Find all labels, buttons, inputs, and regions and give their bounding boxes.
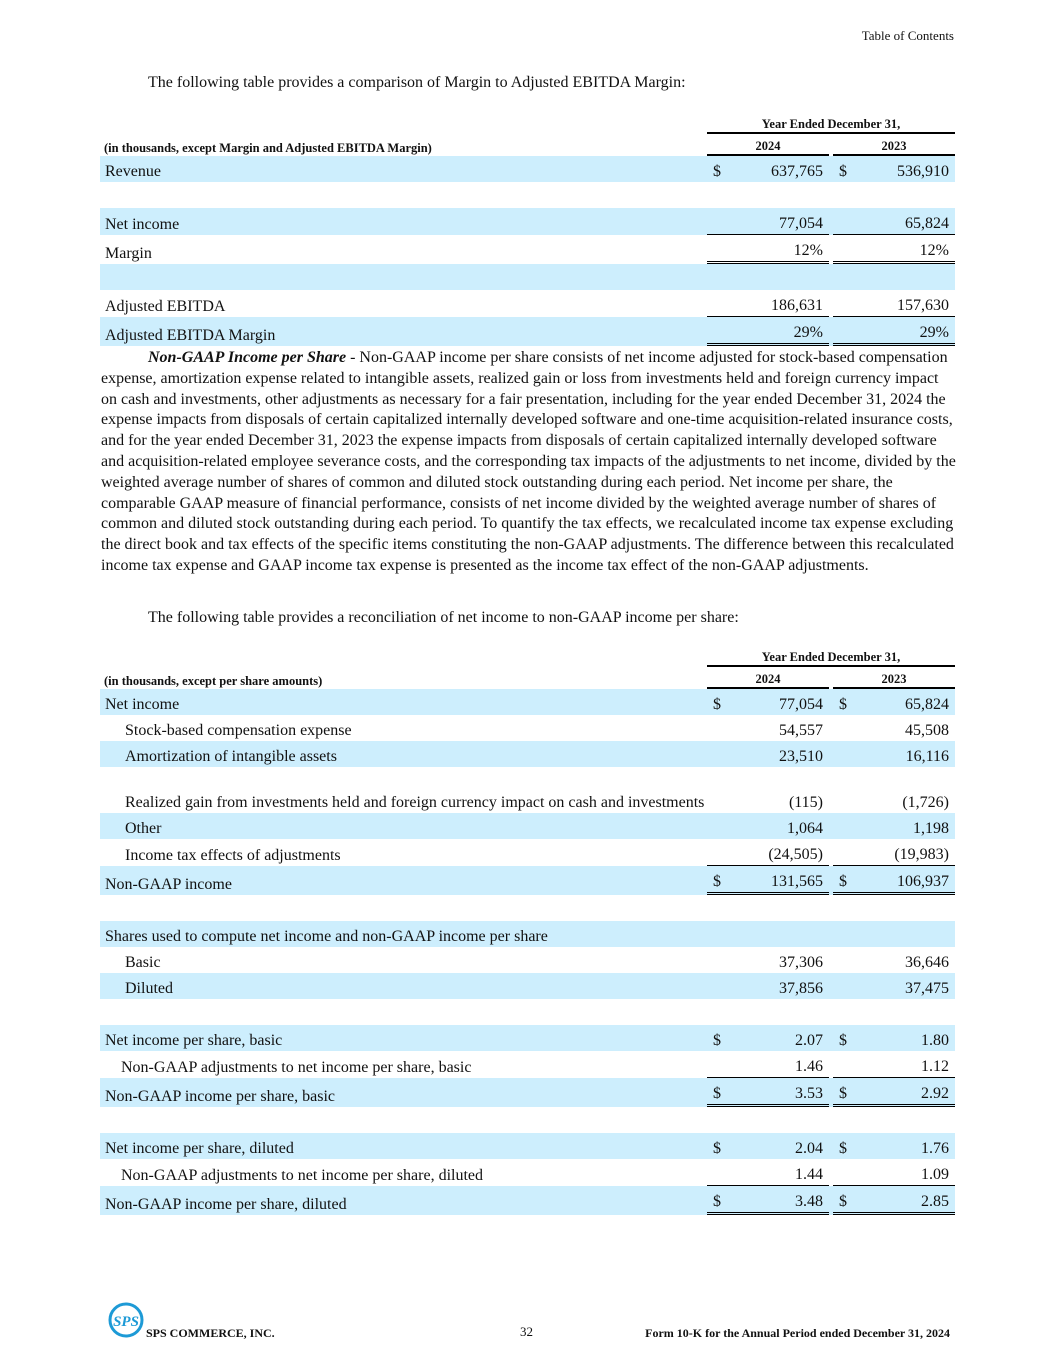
value-2024: 3.48 <box>735 1186 829 1215</box>
table-row <box>100 182 955 208</box>
value-2023: 2.92 <box>861 1078 955 1107</box>
value-2024: 77,054 <box>735 208 829 235</box>
row-label: Revenue <box>100 156 707 182</box>
value-2023: 536,910 <box>861 156 955 182</box>
currency-2023: $ <box>833 1186 861 1215</box>
value-2024 <box>735 999 829 1025</box>
currency-2023 <box>833 813 861 839</box>
value-2024: 54,557 <box>779 722 823 739</box>
form-title: Form 10-K for the Annual Period ended December 31, 2024 <box>645 1326 950 1340</box>
table-row <box>100 1133 955 1159</box>
currency-2023 <box>833 182 861 208</box>
value-2024 <box>735 895 829 921</box>
row-label: Shares used to compute net income and non-GAAP income per share <box>100 921 707 947</box>
value-2023: 1.80 <box>861 1025 955 1051</box>
table-row <box>100 1051 955 1078</box>
value-2024 <box>735 182 829 208</box>
currency-2024 <box>707 839 735 866</box>
paragraph-body: - Non-GAAP income per share consists of net income adjusted for stock-based compensation expense, amortization expense related to intangible assets, realized gain or loss from investments held and foreign currency impact on cash and investments, other adjustments as necessary for a fair presentation, including for the year ended December 31, 2024 the expense impacts from disposals of certain capitalized internally developed software and one-time acquisition-related insurance costs, and for the year ended December 31, 2023 the expense impacts from disposals of certain capitalized internally developed software and acquisition-related employee severance costs, and the corresponding tax impacts of the adjustments to net income, divided by the weighted average number of shares of common and diluted stock outstanding during each period. Net income per share, the comparable GAAP measure of financial performance, consists of net income divided by the weighted average number of shares of common and diluted stock outstanding during each period. To quantify the tax effects, we recalculated income tax expense excluding the direct book and tax effects of the specific items constituting the non-GAAP adjustments. The difference between this recalculated income tax expense and GAAP income tax expense is presented as the income tax effect of the non-GAAP adjustments. <box>101 349 956 574</box>
value-2024: (115) <box>788 794 823 811</box>
row-label: Other <box>100 813 707 839</box>
value-2024: 77,054 <box>735 689 829 715</box>
currency-2024: $ <box>707 1186 735 1215</box>
currency-2024 <box>707 895 735 921</box>
value-2023: 12% <box>861 235 955 264</box>
currency-2024: $ <box>707 1133 735 1159</box>
row-label: Realized gain from investments held and foreign currency impact on cash and investments <box>125 794 705 811</box>
currency-2024 <box>707 715 735 741</box>
currency-2024 <box>707 1107 735 1133</box>
table-row <box>100 1159 955 1186</box>
currency-2023: $ <box>833 1133 861 1159</box>
row-label: Income tax effects of adjustments <box>125 847 341 864</box>
value-2023: 106,937 <box>861 866 955 895</box>
value-2023 <box>861 1107 955 1133</box>
value-2023 <box>861 999 955 1025</box>
table-row <box>100 689 955 715</box>
value-2024: 2.07 <box>735 1025 829 1051</box>
value-2023: 65,824 <box>861 208 955 235</box>
currency-2023 <box>833 235 861 264</box>
value-2024: 1.44 <box>735 1159 829 1186</box>
currency-2024: $ <box>707 866 735 895</box>
year-2024-header: 2024 <box>707 134 829 156</box>
currency-2024 <box>707 813 735 839</box>
page-number: 32 <box>520 1324 533 1339</box>
row-label: Net income per share, basic <box>100 1025 707 1051</box>
currency-2023: $ <box>833 866 861 895</box>
value-2024 <box>735 921 829 947</box>
row-label: Amortization of intangible assets <box>100 741 707 767</box>
table-row <box>100 895 955 921</box>
value-2024: 186,631 <box>735 290 829 317</box>
currency-2023 <box>833 317 861 346</box>
row-label: Net income per share, diluted <box>100 1133 707 1159</box>
currency-2023 <box>833 1051 861 1078</box>
currency-2024 <box>707 1051 735 1078</box>
value-2024: 3.53 <box>735 1078 829 1107</box>
value-2024: 131,565 <box>735 866 829 895</box>
row-label <box>100 1107 707 1133</box>
value-2023: 1.76 <box>861 1133 955 1159</box>
period-header: Year Ended December 31, <box>707 645 955 667</box>
currency-2023 <box>833 767 861 813</box>
value-2024: 29% <box>735 317 829 346</box>
value-2023 <box>861 264 955 290</box>
value-2023: (19,983) <box>861 839 955 866</box>
table1-intro: The following table provides a comparison of Margin to Adjusted EBITDA Margin: <box>148 74 686 91</box>
value-2023: 36,646 <box>905 954 949 971</box>
value-2024: 1,064 <box>735 813 829 839</box>
table2-intro: The following table provides a reconciliation of net income to non-GAAP income per share: <box>148 609 739 626</box>
currency-2024 <box>707 290 735 317</box>
currency-2023 <box>833 921 861 947</box>
value-2024: 2.04 <box>735 1133 829 1159</box>
row-label: Non-GAAP adjustments to net income per share, basic <box>121 1059 472 1076</box>
currency-2023 <box>833 290 861 317</box>
currency-2023: $ <box>833 1025 861 1051</box>
table-row <box>100 767 955 813</box>
currency-2024: $ <box>707 689 735 715</box>
row-label: Basic <box>125 954 161 971</box>
table-row <box>100 317 955 346</box>
table-row <box>100 208 955 235</box>
currency-2024 <box>707 741 735 767</box>
currency-2024 <box>707 947 735 973</box>
value-2023 <box>861 895 955 921</box>
row-label <box>100 182 707 208</box>
currency-2023 <box>833 208 861 235</box>
currency-2023 <box>833 895 861 921</box>
period-header: Year Ended December 31, <box>707 112 955 134</box>
table-of-contents-link[interactable]: Table of Contents <box>861 28 954 43</box>
row-label: Non-GAAP income <box>100 866 707 895</box>
year-2023-header: 2023 <box>833 134 955 156</box>
value-2023: 16,116 <box>861 741 955 767</box>
row-label: Net income <box>100 208 707 235</box>
units-label: (in thousands, except Margin and Adjusted EBITDA Margin) <box>100 134 707 156</box>
table-row <box>100 947 955 973</box>
currency-2023 <box>833 947 861 973</box>
currency-2023 <box>833 715 861 741</box>
table-row <box>100 264 955 290</box>
row-label: Non-GAAP adjustments to net income per share, diluted <box>121 1167 483 1184</box>
table-row <box>100 921 955 947</box>
currency-2023 <box>833 1159 861 1186</box>
value-2023: 37,475 <box>861 973 955 999</box>
value-2024: 637,765 <box>735 156 829 182</box>
currency-2024 <box>707 999 735 1025</box>
table-row <box>100 1186 955 1215</box>
value-2024: 37,306 <box>779 954 823 971</box>
row-label: Non-GAAP income per share, basic <box>100 1078 707 1107</box>
row-label: Non-GAAP income per share, diluted <box>100 1186 707 1215</box>
year-2023-header: 2023 <box>833 667 955 689</box>
currency-2023 <box>833 741 861 767</box>
svg-text:SPS: SPS <box>113 1314 139 1330</box>
row-label: Adjusted EBITDA Margin <box>100 317 707 346</box>
table-row <box>100 973 955 999</box>
margin-table <box>100 112 955 346</box>
value-2024: 37,856 <box>735 973 829 999</box>
value-2023 <box>861 921 955 947</box>
value-2024: 1.46 <box>735 1051 829 1078</box>
currency-2023 <box>833 839 861 866</box>
value-2024 <box>735 1107 829 1133</box>
currency-2023: $ <box>833 156 861 182</box>
value-2023: 1.09 <box>861 1159 955 1186</box>
table-row <box>100 741 955 767</box>
currency-2024 <box>707 1159 735 1186</box>
currency-2024: $ <box>707 156 735 182</box>
value-2023: 2.85 <box>861 1186 955 1215</box>
row-label <box>100 999 707 1025</box>
value-2024: (24,505) <box>735 839 829 866</box>
currency-2024 <box>707 208 735 235</box>
currency-2024 <box>707 973 735 999</box>
non-gaap-paragraph <box>101 348 957 577</box>
value-2024: 23,510 <box>735 741 829 767</box>
currency-2024 <box>707 767 735 813</box>
row-label <box>100 895 707 921</box>
value-2023: 29% <box>861 317 955 346</box>
currency-2024 <box>707 235 735 264</box>
currency-2024 <box>707 264 735 290</box>
currency-2023: $ <box>833 1078 861 1107</box>
currency-2023 <box>833 999 861 1025</box>
table-row <box>100 235 955 264</box>
row-label: Net income <box>100 689 707 715</box>
currency-2023 <box>833 264 861 290</box>
currency-2024 <box>707 921 735 947</box>
table-row <box>100 290 955 317</box>
row-label <box>100 264 707 290</box>
table-row <box>100 1107 955 1133</box>
table-row <box>100 715 955 741</box>
currency-2024: $ <box>707 1025 735 1051</box>
table-row <box>100 1025 955 1051</box>
value-2023: 1.12 <box>861 1051 955 1078</box>
non-gaap-reconciliation-table <box>100 645 955 1215</box>
company-name: SPS COMMERCE, INC. <box>146 1326 275 1340</box>
table-row <box>100 156 955 182</box>
year-2024-header: 2024 <box>707 667 829 689</box>
paragraph-title: Non-GAAP Income per Share <box>148 349 347 366</box>
value-2023: 45,508 <box>905 722 949 739</box>
currency-2023 <box>833 973 861 999</box>
table-row <box>100 999 955 1025</box>
value-2024 <box>735 264 829 290</box>
currency-2023: $ <box>833 689 861 715</box>
row-label: Diluted <box>100 973 707 999</box>
value-2023: 65,824 <box>861 689 955 715</box>
table-row <box>100 813 955 839</box>
currency-2024: $ <box>707 1078 735 1107</box>
value-2023: 157,630 <box>861 290 955 317</box>
sps-logo-icon <box>106 1300 146 1340</box>
row-label: Margin <box>105 245 152 262</box>
table-row <box>100 839 955 866</box>
value-2023: (1,726) <box>902 794 949 811</box>
currency-2024 <box>707 317 735 346</box>
table-row <box>100 1078 955 1107</box>
table-row <box>100 866 955 895</box>
units-label: (in thousands, except per share amounts) <box>100 667 707 689</box>
currency-2024 <box>707 182 735 208</box>
value-2023: 1,198 <box>861 813 955 839</box>
row-label: Stock-based compensation expense <box>125 722 352 739</box>
row-label: Adjusted EBITDA <box>105 298 226 315</box>
value-2023 <box>861 182 955 208</box>
value-2024: 12% <box>735 235 829 264</box>
currency-2023 <box>833 1107 861 1133</box>
